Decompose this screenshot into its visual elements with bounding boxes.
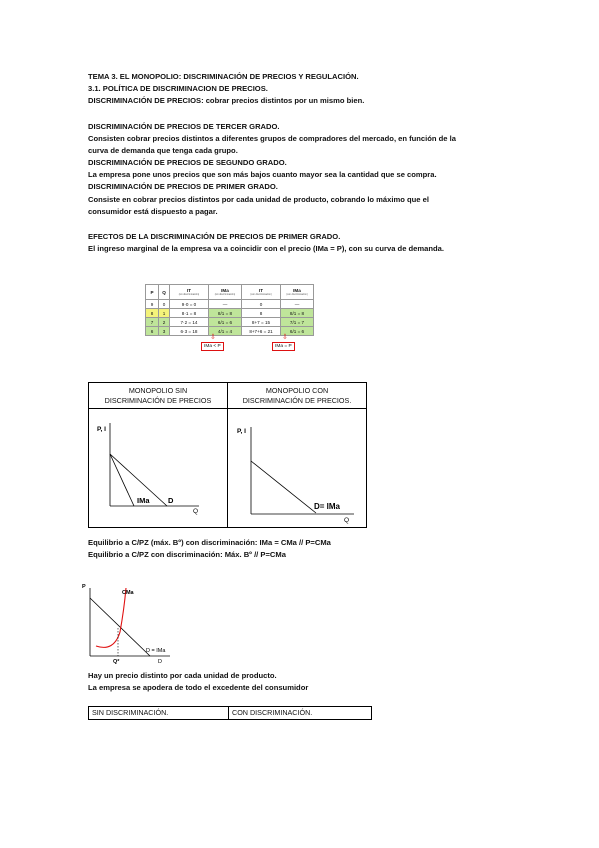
th-p: P — [146, 285, 159, 300]
second-grade-title: DISCRIMINACIÓN DE PRECIOS DE SEGUNDO GRADO. — [88, 158, 287, 167]
table-row: 8 1 8·1 = 8 8/1 = 8 8 8/1 = 8 — [146, 309, 314, 318]
axis-x-label: Q — [193, 508, 199, 515]
table-row: 9 0 9·0 = 0 — 0 — — [146, 300, 314, 309]
definition: DISCRIMINACIÓN DE PRECIOS: cobrar precios distintos por un mismo bien. — [88, 96, 365, 105]
bottom-cell-left: SIN DISCRIMINACIÓN. — [89, 707, 229, 719]
first-grade-title: DISCRIMINACIÓN DE PRECIOS DE PRIMER GRADO. — [88, 182, 278, 191]
third-grade-text-1: Consisten cobrar precios distintos a diferentes grupos de compradores del mercado, en función de la — [88, 134, 456, 143]
axis-y-label: P, I — [237, 428, 246, 435]
right-header: MONOPOLIO CON DISCRIMINACIÓN DE PRECIOS. — [228, 383, 366, 409]
axis-x-label: D — [158, 659, 162, 664]
graph-with-discrimination — [228, 409, 366, 527]
th-q: Q — [159, 285, 170, 300]
closing-line-1: Hay un precio distinto por cada unidad de producto. — [88, 671, 277, 680]
th-ima-con: IMa (con discriminación) — [281, 285, 314, 300]
q-star-label: Q* — [113, 659, 120, 664]
section-title: 3.1. POLÍTICA DE DISCRIMINACION DE PRECIOS. — [88, 84, 268, 93]
third-grade-text-2: curva de demanda que tenga cada grupo. — [88, 146, 238, 155]
first-grade-text-2: consumidor está dispuesto a pagar. — [88, 207, 218, 216]
table-row: 7 2 7·2 = 14 6/1 = 6 8+7 = 15 7/1 = 7 — [146, 318, 314, 327]
cma-demand-graph — [80, 580, 190, 664]
down-arrow-icon: ⇩ — [210, 334, 216, 341]
axis-x-label: Q — [344, 517, 350, 524]
down-arrow-icon: ⇩ — [282, 334, 288, 341]
equilibrium-line-2: Equilibrio a C/PZ con discriminación: Máx. Bº // P=CMa — [88, 550, 286, 559]
first-grade-text-1: Consiste en cobrar precios distintos por cada unidad de producto, cobrando lo máximo que el — [88, 195, 429, 204]
bottom-table — [88, 706, 372, 720]
graph-without-discrimination — [89, 409, 227, 527]
price-table — [145, 284, 314, 336]
price-table-wrap — [145, 284, 314, 336]
comparison-right-column — [228, 383, 366, 527]
axis-y-label: P, I — [97, 426, 106, 433]
axis-y-label: P — [82, 584, 86, 590]
note-ima-less-p: IMa < P — [201, 342, 224, 351]
table-row: 6 3 6·3 = 18 4/1 = 4 8+7+6 = 21 6/1 = 6 — [146, 327, 314, 336]
th-it-con: IT (con discriminación) — [242, 285, 281, 300]
demand-label: D — [168, 496, 174, 505]
doc-title: TEMA 3. EL MONOPOLIO: DISCRIMINACIÓN DE PRECIOS Y REGULACIÓN. — [88, 72, 359, 81]
th-it-sin: IT (sin discriminación) — [170, 285, 209, 300]
equilibrium-line-1: Equilibrio a C/PZ (máx. Bº) con discriminación: IMa = CMa // P=CMa — [88, 538, 331, 547]
effects-title: EFECTOS DE LA DISCRIMINACIÓN DE PRECIOS DE PRIMER GRADO. — [88, 232, 341, 241]
ima-label: IMa — [137, 496, 150, 505]
comparison-table — [88, 382, 367, 528]
d-ima-label: D= IMa — [314, 502, 341, 511]
th-ima-sin: IMa (sin discriminación) — [209, 285, 242, 300]
bottom-cell-right: CON DISCRIMINACIÓN. — [232, 708, 313, 717]
third-grade-title: DISCRIMINACIÓN DE PRECIOS DE TERCER GRADO. — [88, 122, 280, 131]
comparison-left-column — [89, 383, 228, 527]
left-header: MONOPOLIO SIN DISCRIMINACIÓN DE PRECIOS — [89, 383, 227, 409]
cma-label: CMa — [122, 590, 134, 596]
closing-line-2: La empresa se apodera de todo el excedente del consumidor — [88, 683, 309, 692]
note-ima-equal-p: IMa = P — [272, 342, 295, 351]
effects-text: El ingreso marginal de la empresa va a coincidir con el precio (IMa = P), con su curva de demanda. — [88, 244, 444, 253]
d-ima-label: D = IMa — [146, 648, 166, 654]
second-grade-text: La empresa pone unos precios que son más bajos cuanto mayor sea la cantidad que se compra. — [88, 170, 437, 179]
